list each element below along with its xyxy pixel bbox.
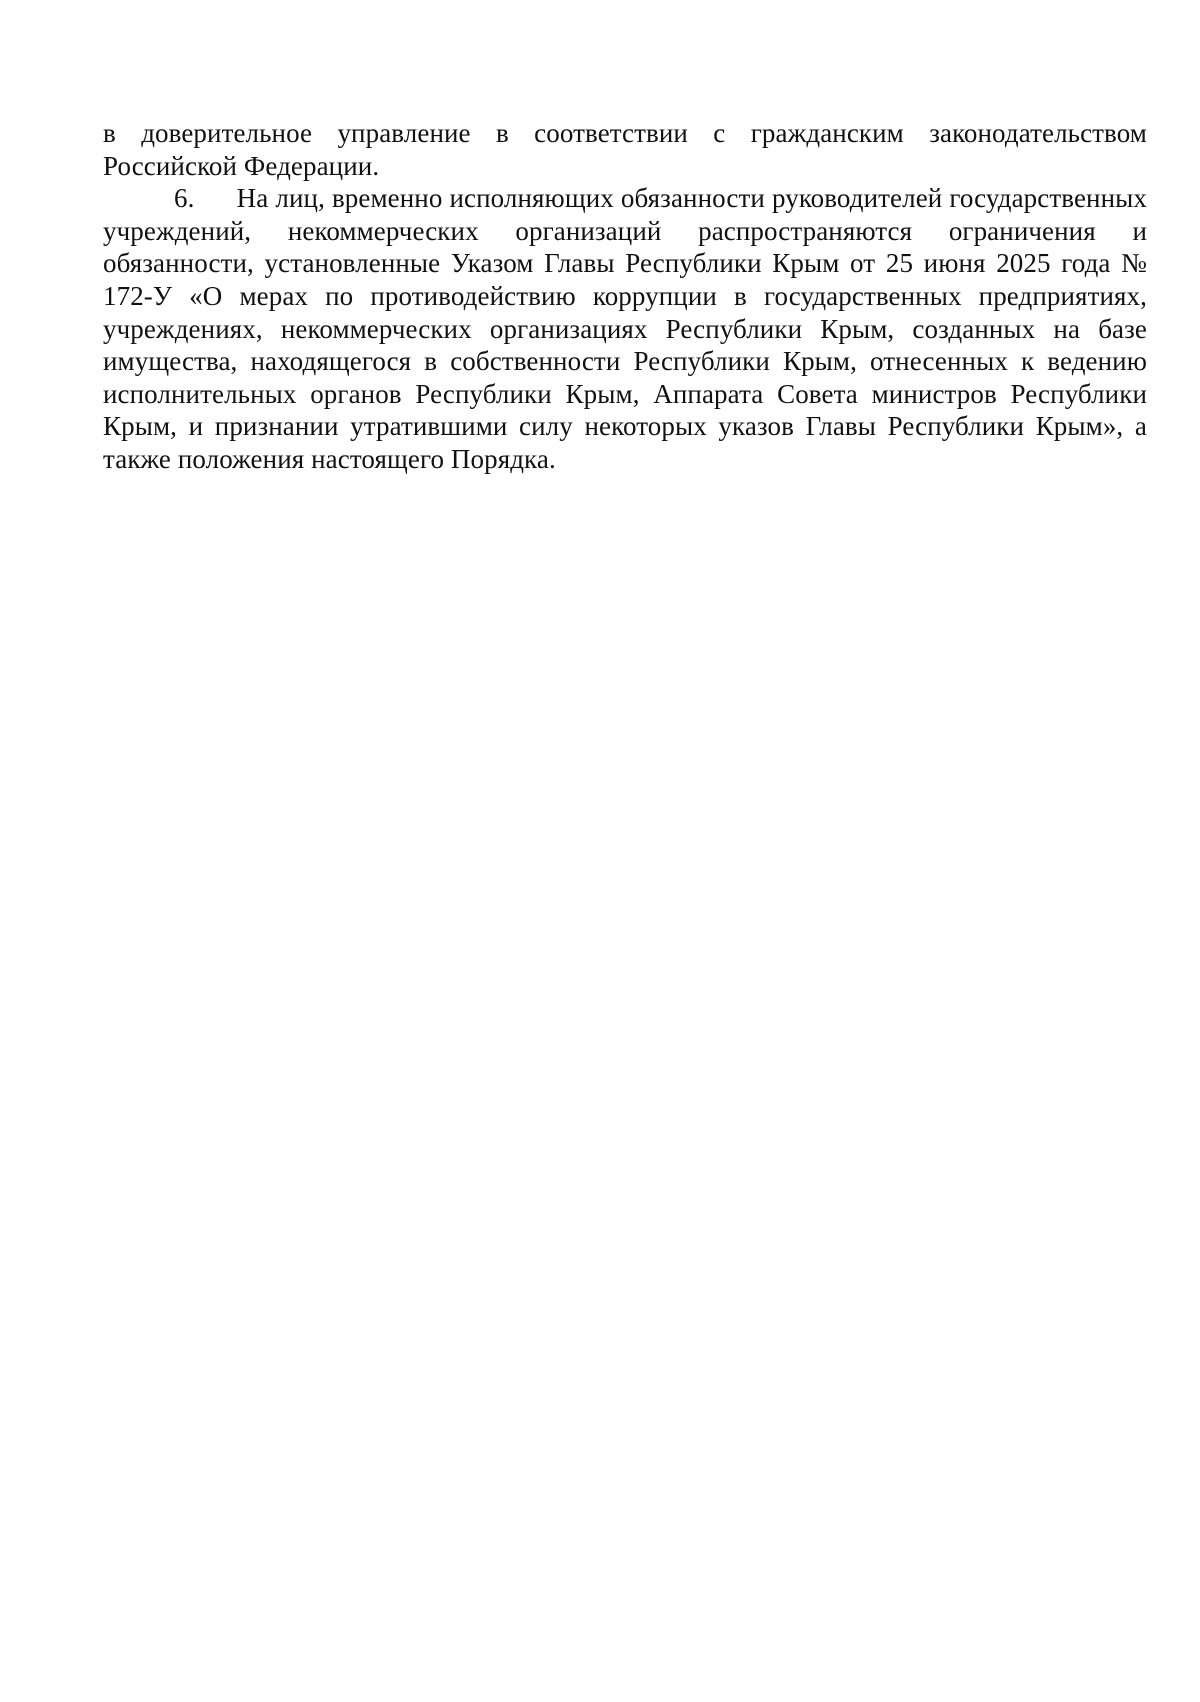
paragraph-item-6: [103, 182, 1147, 475]
continuation-paragraph: в доверительное управление в соответствии с гражданским законодательством Российской Федерации.: [103, 118, 1147, 181]
paragraph-text: На лиц, временно исполняющих обязанности руководителей государственных учреждений, некоммерческих организаций распространяются ограничения и обязанности, установленные Указом Главы Республики Крым от 25 июня 2025 года № 172-У «О мерах по противодействию коррупции в государственных предприятиях, учреждениях, некоммерческих организациях Республики Крым, созданных на базе имущества, находящегося в собственности Республики Крым, отнесенных к ведению исполнительных органов Республики Крым, Аппарата Совета министров Республики Крым, и признании утратившими силу некоторых указов Главы Республики Крым», а также положения настоящего Порядка.: [103, 183, 1147, 474]
paragraph-number: 6.: [174, 183, 195, 214]
document-body: [103, 117, 1147, 476]
